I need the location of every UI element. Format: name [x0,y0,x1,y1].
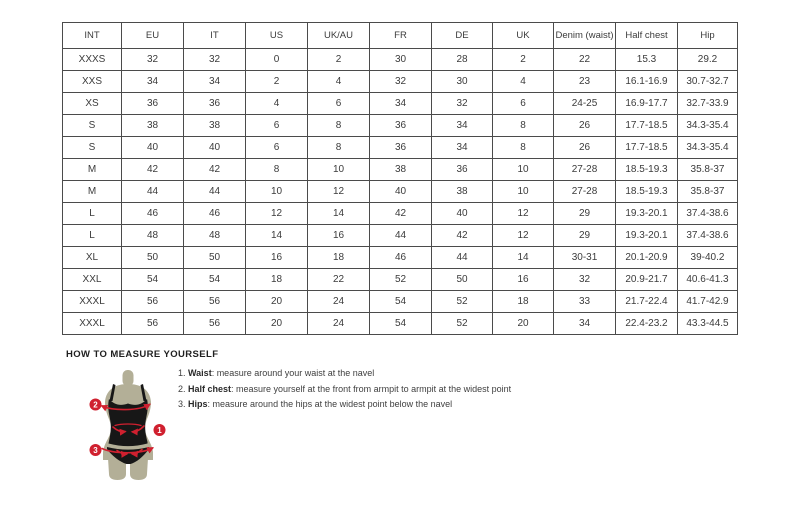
size-cell: 42 [184,159,246,181]
size-cell: 19.3-20.1 [616,225,678,247]
size-cell: 0 [246,49,308,71]
size-cell: 42 [122,159,184,181]
table-row [63,115,738,137]
size-cell: 40 [370,181,432,203]
size-cell: 4 [308,71,370,93]
size-cell: 32 [184,49,246,71]
size-cell: 40 [184,137,246,159]
size-cell: 6 [246,115,308,137]
size-cell: 24-25 [554,93,616,115]
size-cell: 46 [122,203,184,225]
size-cell: 50 [432,269,493,291]
size-cell: 2 [246,71,308,93]
size-cell: 40 [122,137,184,159]
size-cell: 16 [493,269,554,291]
size-cell: 38 [122,115,184,137]
size-cell: XXS [63,71,122,93]
size-cell: 10 [493,181,554,203]
size-cell: 32 [370,71,432,93]
size-cell: 50 [184,247,246,269]
size-cell: XL [63,247,122,269]
size-cell: 18.5-19.3 [616,159,678,181]
size-cell: 33 [554,291,616,313]
size-cell: 22 [308,269,370,291]
size-cell: 34 [432,137,493,159]
size-cell: 34 [370,93,432,115]
size-cell: 23 [554,71,616,93]
size-cell: S [63,115,122,137]
table-row [63,49,738,71]
size-cell: 52 [370,269,432,291]
size-cell: 26 [554,137,616,159]
size-cell: 30 [432,71,493,93]
size-cell: 16 [246,247,308,269]
size-cell: 6 [493,93,554,115]
size-cell: 35.8-37 [678,181,738,203]
size-cell: 44 [370,225,432,247]
column-header: Hip [678,23,738,49]
size-cell: 4 [493,71,554,93]
size-cell: 56 [184,291,246,313]
size-cell: XS [63,93,122,115]
measure-section-title: HOW TO MEASURE YOURSELF [66,349,219,360]
table-row [63,247,738,269]
size-cell: 54 [370,291,432,313]
size-cell: 10 [493,159,554,181]
size-cell: 36 [370,137,432,159]
size-cell: XXXS [63,49,122,71]
measure-steps [178,369,511,416]
size-cell: 8 [493,137,554,159]
size-cell: 12 [246,203,308,225]
size-cell: 12 [308,181,370,203]
size-cell: M [63,159,122,181]
size-cell: 4 [246,93,308,115]
size-cell: 32 [432,93,493,115]
size-cell: 36 [370,115,432,137]
size-cell: 56 [184,313,246,335]
size-cell: 48 [184,225,246,247]
measure-step: 1. Waist: measure around your waist at the navel [178,368,375,378]
size-cell: 24 [308,291,370,313]
size-cell: 20.9-21.7 [616,269,678,291]
size-cell: 18 [246,269,308,291]
size-table [62,22,738,335]
size-cell: 40 [432,203,493,225]
size-cell: 32 [122,49,184,71]
size-cell: 54 [184,269,246,291]
size-cell: 16.9-17.7 [616,93,678,115]
size-cell: 20 [246,291,308,313]
size-cell: 24 [308,313,370,335]
size-cell: 46 [184,203,246,225]
size-cell: 36 [122,93,184,115]
size-cell: 41.7-42.9 [678,291,738,313]
size-cell: 19.3-20.1 [616,203,678,225]
size-cell: 50 [122,247,184,269]
size-cell: 8 [308,137,370,159]
size-cell: 18 [308,247,370,269]
size-cell: 54 [370,313,432,335]
table-row [63,203,738,225]
size-cell: 15.3 [616,49,678,71]
size-cell: 10 [308,159,370,181]
column-header: UK/AU [308,23,370,49]
size-cell: 6 [246,137,308,159]
table-row [63,313,738,335]
table-row [63,225,738,247]
size-cell: 12 [493,225,554,247]
table-row [63,159,738,181]
size-cell: 14 [308,203,370,225]
size-cell: 38 [432,181,493,203]
size-cell: 27-28 [554,159,616,181]
table-row [63,71,738,93]
size-cell: 6 [308,93,370,115]
measure-step: 2. Half chest: measure yourself at the front from armpit to armpit at the widest point [178,383,512,394]
size-cell: 17.7-18.5 [616,115,678,137]
size-cell: 2 [493,49,554,71]
size-cell: 16 [308,225,370,247]
size-cell: 22.4-23.2 [616,313,678,335]
table-row [63,137,738,159]
size-cell: 56 [122,313,184,335]
badge-3-hips: 3 [93,446,98,455]
size-cell: 38 [370,159,432,181]
size-cell: 8 [493,115,554,137]
size-cell: 14 [246,225,308,247]
size-cell: 29 [554,203,616,225]
size-cell: M [63,181,122,203]
size-cell: XXXL [63,313,122,335]
header-row [63,23,738,49]
size-cell: 44 [432,247,493,269]
size-cell: 42 [370,203,432,225]
size-cell: 17.7-18.5 [616,137,678,159]
size-cell: 36 [184,93,246,115]
size-cell: XXXL [63,291,122,313]
size-cell: 46 [370,247,432,269]
size-cell: 16.1-16.9 [616,71,678,93]
table-row [63,181,738,203]
size-cell: L [63,225,122,247]
column-header: IT [184,23,246,49]
size-cell: 37.4-38.6 [678,203,738,225]
column-header: UK [493,23,554,49]
size-cell: 29.2 [678,49,738,71]
size-cell: L [63,203,122,225]
size-cell: 36 [432,159,493,181]
size-cell: 14 [493,247,554,269]
column-header: INT [63,23,122,49]
table-row [63,269,738,291]
size-cell: 40.6-41.3 [678,269,738,291]
size-cell: 32 [554,269,616,291]
size-cell: 54 [122,269,184,291]
size-cell: 35.8-37 [678,159,738,181]
size-cell: 39-40.2 [678,247,738,269]
size-cell: 20.1-20.9 [616,247,678,269]
size-cell: 38 [184,115,246,137]
size-cell: 18.5-19.3 [616,181,678,203]
size-cell: 8 [308,115,370,137]
size-cell: 21.7-22.4 [616,291,678,313]
size-cell: 2 [308,49,370,71]
measure-step: 3. Hips: measure around the hips at the widest point below the navel [178,399,453,409]
size-cell: 34 [432,115,493,137]
column-header: EU [122,23,184,49]
badge-1-waist: 1 [157,426,162,435]
size-cell: 30-31 [554,247,616,269]
size-cell: 30.7-32.7 [678,71,738,93]
size-cell: 20 [246,313,308,335]
size-cell: 42 [432,225,493,247]
size-cell: 34.3-35.4 [678,137,738,159]
size-cell: 44 [184,181,246,203]
badge-2-chest: 2 [93,400,98,410]
size-cell: 44 [122,181,184,203]
size-cell: 43.3-44.5 [678,313,738,335]
column-header: FR [370,23,432,49]
size-cell: 26 [554,115,616,137]
size-cell: 34 [122,71,184,93]
size-cell: 34 [184,71,246,93]
size-cell: 34 [554,313,616,335]
table-row [63,93,738,115]
size-cell: 12 [493,203,554,225]
column-header: DE [432,23,493,49]
mannequin-illustration-icon [84,368,172,482]
size-cell: 48 [122,225,184,247]
size-cell: 22 [554,49,616,71]
size-cell: XXL [63,269,122,291]
size-cell: 29 [554,225,616,247]
size-cell: 34.3-35.4 [678,115,738,137]
size-cell: 52 [432,291,493,313]
size-cell: 56 [122,291,184,313]
size-cell: 28 [432,49,493,71]
column-header: Half chest [616,23,678,49]
table-row [63,291,738,313]
size-cell: 10 [246,181,308,203]
size-cell: 8 [246,159,308,181]
size-cell: S [63,137,122,159]
size-cell: 27-28 [554,181,616,203]
column-header: Denim (waist) [554,23,616,49]
size-cell: 30 [370,49,432,71]
column-header: US [246,23,308,49]
size-cell: 18 [493,291,554,313]
size-cell: 32.7-33.9 [678,93,738,115]
measurement-figure [84,368,172,482]
size-cell: 52 [432,313,493,335]
size-cell: 20 [493,313,554,335]
size-cell: 37.4-38.6 [678,225,738,247]
